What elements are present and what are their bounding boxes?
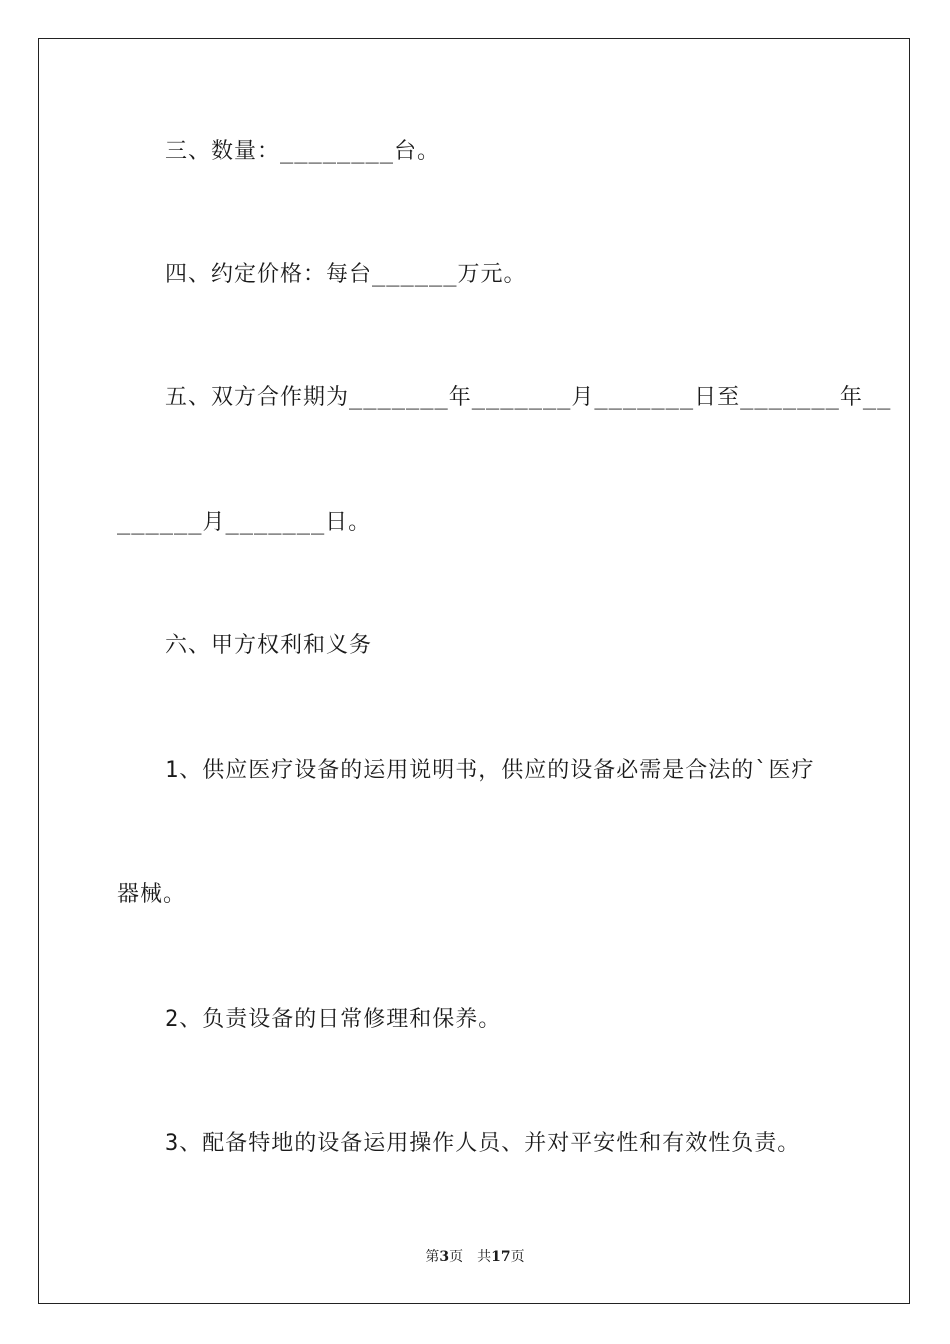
item-quantity: 三、数量：________台。 [165, 139, 440, 164]
section-heading-party-a: 六、甲方权利和义务 [165, 633, 373, 658]
item-period: 五、双方合作期为_______年_______月_______日至_______年__ [165, 385, 892, 410]
footer-page-suffix: 页 [449, 1249, 464, 1265]
page-border [38, 38, 910, 1304]
clause-1-continued: 器械。 [117, 882, 187, 907]
item-price: 四、约定价格：每台______万元。 [165, 262, 527, 287]
footer-total-suffix: 页 [510, 1249, 525, 1265]
footer-total-pages: 17 [491, 1249, 511, 1265]
page-footer [0, 1248, 950, 1266]
item-period-continued: ______月_______日。 [117, 510, 372, 535]
clause-2: 2、负责设备的日常修理和保养。 [165, 1007, 502, 1032]
footer-page-prefix: 第 [425, 1249, 440, 1265]
footer-total-prefix: 共 [477, 1249, 492, 1265]
clause-3: 3、配备特地的设备运用操作人员、并对平安性和有效性负责。 [165, 1131, 801, 1156]
footer-page-number: 3 [439, 1249, 450, 1265]
clause-1: 1、供应医疗设备的运用说明书，供应的设备必需是合法的`医疗 [165, 758, 815, 783]
